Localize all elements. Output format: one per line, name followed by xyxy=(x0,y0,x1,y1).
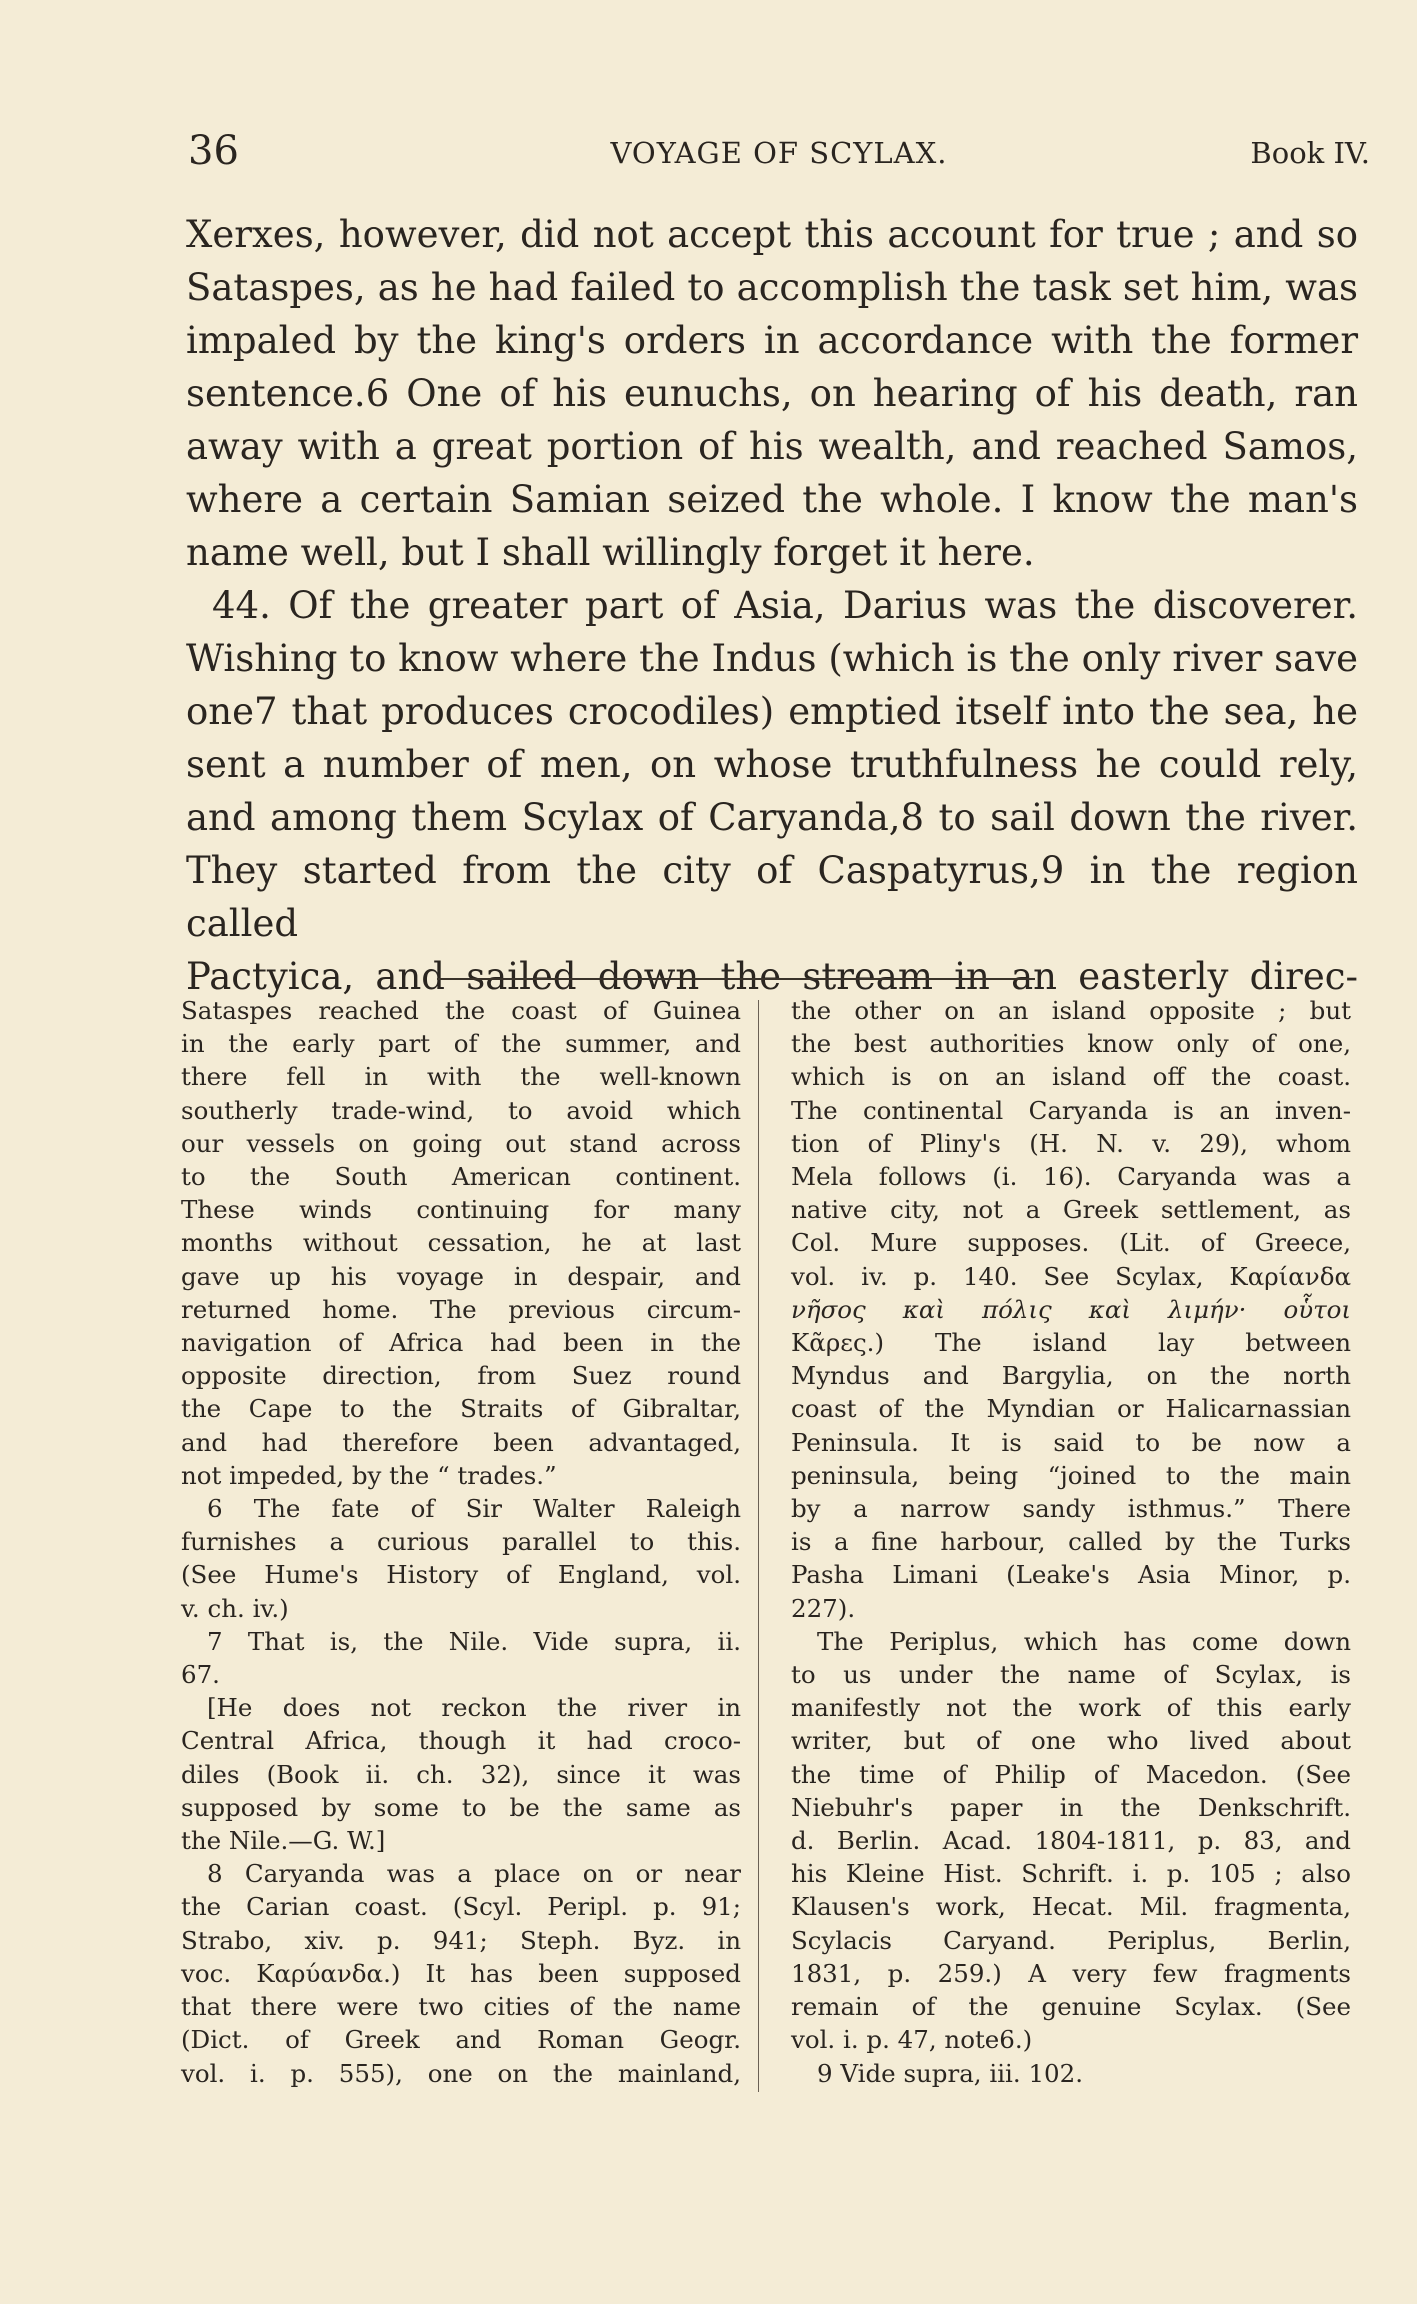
main-line: Pactyica, and sailed down the stream in an easterly direc- xyxy=(186,955,1358,998)
footnote-line: navigation of Africa had been in the xyxy=(181,1328,741,1358)
footnote-line: not impeded, by the “ trades.” xyxy=(181,1460,557,1490)
footnote-line: 6 The fate of Sir Walter Raleigh xyxy=(207,1494,741,1524)
footnote-line: his Kleine Hist. Schrift. i. p. 105 ; also xyxy=(791,1859,1351,1889)
footnote-line: native city, not a Greek settlement, as xyxy=(791,1195,1351,1225)
footnote-line: Scylacis Caryand. Periplus, Berlin, xyxy=(791,1925,1351,1955)
main-line: away with a great portion of his wealth, and reached Samos, xyxy=(186,425,1358,468)
footnote-line: peninsula, being “joined to the main xyxy=(791,1460,1351,1490)
footnote-line: the best authorities know only of one, xyxy=(791,1029,1351,1059)
footnote-line: Peninsula. It is said to be now a xyxy=(791,1427,1351,1457)
footnote-line: supposed by some to be the same as xyxy=(181,1792,741,1822)
footnote-line: νῆσος καὶ πόλις καὶ λιμήν· οὗτοι xyxy=(791,1294,1351,1324)
main-line: where a certain Samian seized the whole. I know the man's xyxy=(186,478,1358,521)
main-line: 44. Of the greater part of Asia, Darius was the discoverer. xyxy=(212,584,1358,627)
footnote-line: 7 That is, the Nile. Vide supra, ii. xyxy=(207,1626,741,1656)
footnote-column-left xyxy=(181,994,741,2090)
footnote-line: in the early part of the summer, and xyxy=(181,1029,741,1059)
footnote-line: writer, but of one who lived about xyxy=(791,1726,1351,1756)
footnote-line: the Cape to the Straits of Gibraltar, xyxy=(181,1394,741,1424)
footnote-line: (See Hume's History of England, vol. xyxy=(181,1560,741,1590)
footnote-line: is a fine harbour, called by the Turks xyxy=(791,1527,1351,1557)
footnote-line: v. ch. iv.) xyxy=(181,1593,289,1623)
footnote-line: the other on an island opposite ; but xyxy=(791,996,1351,1025)
footnote-line: 67. xyxy=(181,1660,220,1690)
footnote-line: our vessels on going out stand across xyxy=(181,1128,741,1158)
footnote-line: The continental Caryanda is an inven- xyxy=(791,1095,1351,1125)
footnote-line: and had therefore been advantaged, xyxy=(181,1427,741,1457)
main-line: Sataspes, as he had failed to accomplish the task set him, was xyxy=(186,266,1358,309)
footnote-line: that there were two cities of the name xyxy=(181,1992,741,2022)
footnote-line: Mela follows (i. 16). Caryanda was a xyxy=(791,1162,1351,1192)
footnote-line: remain of the genuine Scylax. (See xyxy=(791,1992,1351,2022)
footnote-line: voc. Καρύανδα.) It has been supposed xyxy=(181,1958,741,1988)
footnote-line: to the South American continent. xyxy=(181,1162,741,1192)
footnote-line: Niebuhr's paper in the Denkschrift. xyxy=(791,1792,1351,1822)
footnote-line: months without cessation, he at last xyxy=(181,1228,741,1258)
footnote-column-right xyxy=(791,994,1351,2090)
footnote-line: which is on an island off the coast. xyxy=(791,1062,1351,1092)
footnote-line: Sataspes reached the coast of Guinea xyxy=(181,996,741,1025)
footnote-line: manifestly not the work of this early xyxy=(791,1693,1351,1723)
footnote-line: 227). xyxy=(791,1593,856,1623)
footnote-line: vol. i. p. 555), one on the mainland, xyxy=(181,2058,741,2088)
footnote-line: returned home. The previous circum- xyxy=(181,1294,741,1324)
main-line: one7 that produces crocodiles) emptied itself into the sea, he xyxy=(186,690,1358,733)
footnote-line: coast of the Myndian or Halicarnassian xyxy=(791,1394,1351,1424)
footnote-line: Central Africa, though it had croco- xyxy=(181,1726,741,1756)
footnote-line: Pasha Limani (Leake's Asia Minor, p. xyxy=(791,1560,1351,1590)
footnote-line: the time of Philip of Macedon. (See xyxy=(791,1759,1351,1789)
main-line: sentence.6 One of his eunuchs, on hearing of his death, ran xyxy=(186,372,1358,415)
footnote-line: furnishes a curious parallel to this. xyxy=(181,1527,741,1557)
footnote-line: Strabo, xiv. p. 941; Steph. Byz. in xyxy=(181,1925,741,1955)
main-line: They started from the city of Caspatyrus,9 in the region called xyxy=(186,849,1358,945)
footnote-line: Col. Mure supposes. (Lit. of Greece, xyxy=(791,1228,1351,1258)
footnote-line: there fell in with the well-known xyxy=(181,1062,741,1092)
footnote-line: vol. i. p. 47, note6.) xyxy=(791,2025,1033,2055)
footnote-line: gave up his voyage in despair, and xyxy=(181,1261,741,1291)
main-line: name well, but I shall willingly forget it here. xyxy=(186,531,1035,574)
footnote-line: diles (Book ii. ch. 32), since it was xyxy=(181,1759,741,1789)
column-divider xyxy=(758,1000,759,2092)
footnote-rule xyxy=(437,978,1035,980)
footnote-line: Myndus and Bargylia, on the north xyxy=(791,1361,1351,1391)
footnote-line: the Nile.—G. W.] xyxy=(181,1826,386,1856)
footnote-line: These winds continuing for many xyxy=(181,1195,741,1225)
main-line: impaled by the king's orders in accordance with the former xyxy=(186,319,1358,362)
footnote-line: 8 Caryanda was a place on or near xyxy=(207,1859,741,1889)
footnote-line: 9 Vide supra, iii. 102. xyxy=(817,2058,1084,2088)
main-line: Wishing to know where the Indus (which is the only river save xyxy=(186,637,1358,680)
footnote-line: the Carian coast. (Scyl. Peripl. p. 91; xyxy=(181,1892,741,1922)
footnote-line: Klausen's work, Hecat. Mil. fragmenta, xyxy=(791,1892,1351,1922)
page-header xyxy=(188,128,1370,184)
footnote-line: [He does not reckon the river in xyxy=(207,1693,741,1723)
footnote-line: vol. iv. p. 140. See Scylax, Καρίανδα xyxy=(791,1261,1351,1291)
footnote-line: d. Berlin. Acad. 1804-1811, p. 83, and xyxy=(791,1826,1351,1856)
main-line: sent a number of men, on whose truthfulness he could rely, xyxy=(186,743,1358,786)
footnote-line: southerly trade-wind, to avoid which xyxy=(181,1095,741,1125)
footnote-line: tion of Pliny's (H. N. v. 29), whom xyxy=(791,1128,1351,1158)
footnote-line: The Periplus, which has come down xyxy=(817,1626,1351,1656)
main-text xyxy=(186,208,1358,1003)
main-line: and among them Scylax of Caryanda,8 to sail down the river. xyxy=(186,796,1358,839)
footnote-line: opposite direction, from Suez round xyxy=(181,1361,741,1391)
book-label: Book IV. xyxy=(1250,136,1370,170)
footnote-line: Κᾶρες.) The island lay between xyxy=(791,1328,1351,1358)
footnote-line: by a narrow sandy isthmus.” There xyxy=(791,1494,1351,1524)
footnote-line: (Dict. of Greek and Roman Geogr. xyxy=(181,2025,741,2055)
running-title: VOYAGE OF SCYLAX. xyxy=(610,136,948,170)
main-line: Xerxes, however, did not accept this account for true ; and so xyxy=(186,213,1358,256)
footnote-line: 1831, p. 259.) A very few fragments xyxy=(791,1958,1351,1988)
footnote-line: to us under the name of Scylax, is xyxy=(791,1660,1351,1690)
page-number: 36 xyxy=(188,128,239,174)
